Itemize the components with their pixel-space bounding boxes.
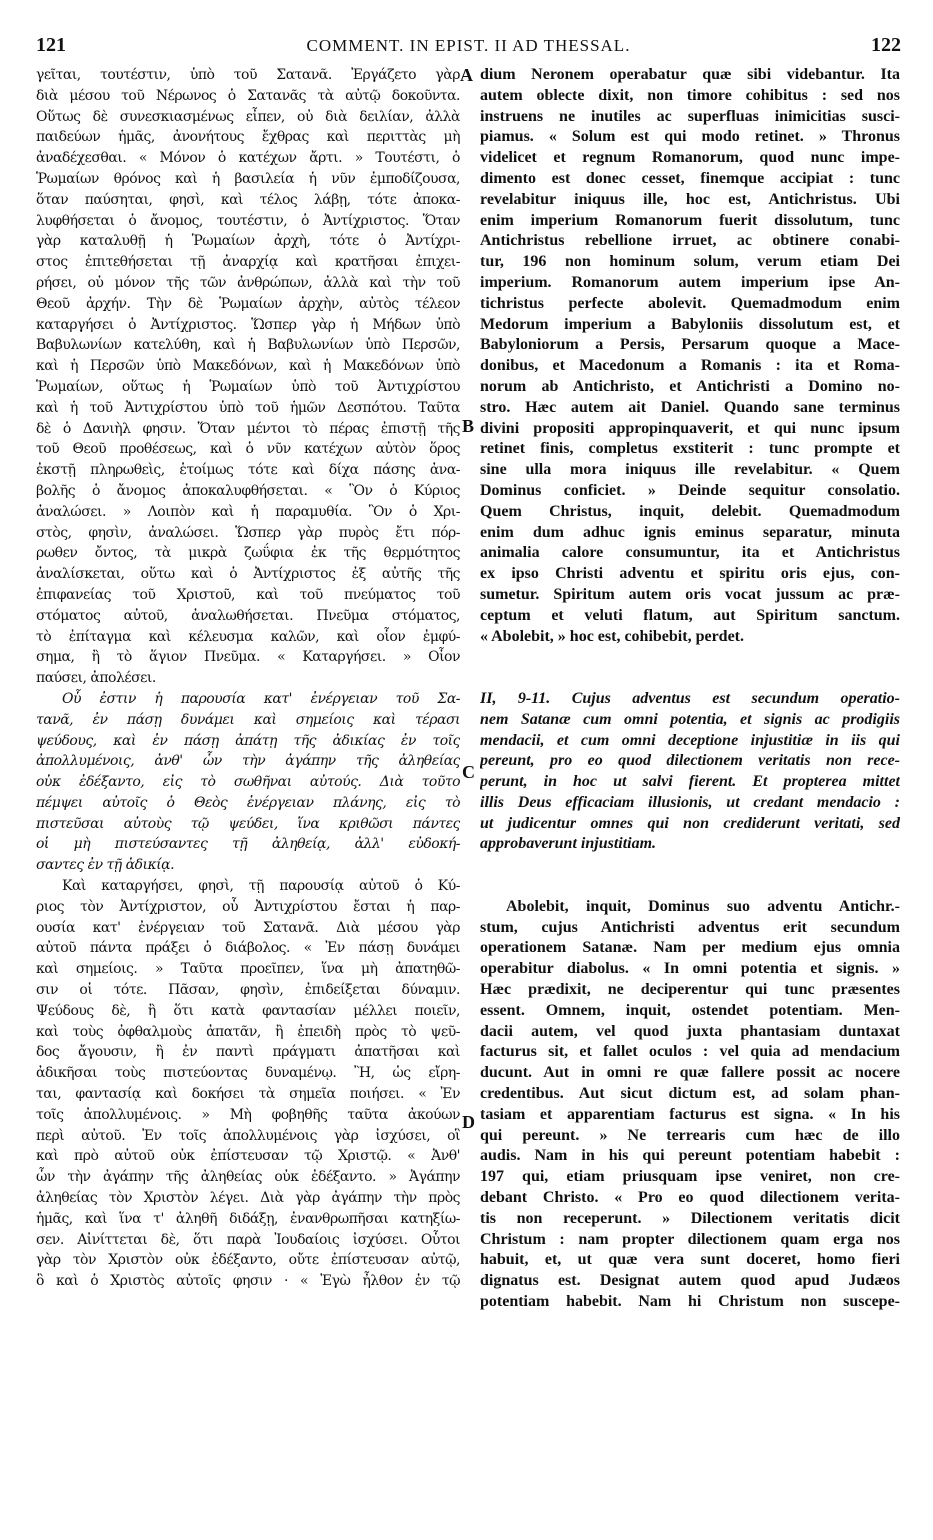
greek-text-line: γὰρ τὸν Χριστὸν οὐκ ἐδέξαντο, οὔτε ἐπίστευσαν αὐτῷ, — [36, 1252, 460, 1269]
latin-text-line: retinet finis, completus exstiterit : tunc prompte et — [480, 440, 900, 458]
greek-text-line: παύσει, ἀπολέσει. — [36, 670, 156, 687]
latin-text-line: sumetur. Spiritum autem oris vocat jussum ac præ- — [480, 585, 900, 603]
greek-text-line: ρωθεν ὄντος, τὰ μικρὰ ζωΰφια ἐκ τῆς θερμότητος — [36, 545, 460, 562]
greek-text-line: Καὶ καταργήσει, φησὶ, τῇ παρουσίᾳ αὐτοῦ ὁ Κύ- — [62, 878, 460, 895]
running-title: COMMENT. IN EPIST. II AD THESSAL. — [306, 36, 631, 55]
latin-text-line: essent. Omnem, inquit, ostendet potentiam. Men- — [480, 1001, 900, 1019]
latin-text-line: Dominus conficiet. » Deinde sequitur consolatio. — [480, 481, 900, 499]
latin-text-line: Babyloniorum a Persis, Persarum quoque a Mace- — [480, 336, 900, 354]
greek-text-line: σαντες ἐν τῇ ἀδικίᾳ. — [36, 857, 175, 874]
latin-text-line: revelabitur iniquus ille, hoc est, Antichristus. Ubi — [480, 190, 900, 208]
latin-text-line: Hæc prædixit, ne deciperentur qui tunc præsentes — [480, 981, 900, 999]
latin-text-line: piamus. « Solum est qui modo retinet. » Thronus — [480, 128, 900, 146]
margin-letter-d: D — [462, 1112, 475, 1132]
latin-text-line: Abolebit, inquit, Dominus suo adventu Antichr.- — [506, 897, 900, 915]
margin-letter-c: C — [462, 762, 475, 782]
greek-text-line: γὰρ καταλυθῇ ἡ Ῥωμαίων ἀρχὴ, τότε ὁ Ἀντίχρι- — [36, 233, 460, 250]
latin-text-line: 197 qui, etiam priusquam ipse veniret, non cre- — [480, 1168, 900, 1186]
greek-text-line: ἀδικῆσαι τοὺς πιστεύοντας δυναμένῳ. Ἢ, ὡς εἴρη- — [36, 1065, 460, 1082]
latin-text-line: habuit, et, ut quæ vera sunt doceret, homo fieri — [480, 1251, 900, 1269]
latin-text-line: stro. Hæc autem ait Daniel. Quando sane terminus — [480, 398, 900, 416]
greek-text-line: ἐπιφανείας τοῦ Χριστοῦ, καὶ τοῦ πνεύματος τοῦ — [36, 586, 460, 603]
latin-text-line: sine ulla mora iniquus ille revelabitur. « Quem — [480, 461, 900, 479]
margin-letter-a: A — [460, 65, 473, 85]
greek-text-line: ἀναλίσκεται, οὕτω καὶ ὁ Ἀντίχριστος ἐξ αὐτῆς τῆς — [36, 566, 460, 583]
greek-text-line: δὲ ὁ Δανιὴλ φησιν. Ὅταν μέντοι τὸ πέρας ἐπιστῇ τῆς — [36, 420, 460, 437]
greek-text-line: Θεοῦ ἀρχήν. Τὴν δὲ Ῥωμαίων ἀρχὴν, αὐτὸς τέλεον — [36, 295, 460, 312]
greek-text-line: ἀπολλυμένοις, ἀνθ' ὧν τὴν ἀγάπην τῆς ἀληθείας — [36, 753, 460, 770]
greek-text-line: δος ἄγουσιν, ἢ ἐν παντὶ πράγματι ἀπατῆσαι καὶ — [36, 1044, 460, 1061]
greek-text-column — [36, 65, 460, 1292]
greek-text-line: ριος τὸν Ἀντίχριστον, οὗ Ἀντιχρίστου ἔσται ἡ παρ- — [36, 898, 460, 915]
latin-text-line: pereunt, pro eo quod dilectionem veritatis non rece- — [480, 752, 900, 770]
greek-text-line: στος ἐπιτεθήσεται τῇ ἀναρχίᾳ καὶ κρατῆσαι ἐπιχει- — [36, 254, 460, 271]
greek-text-line: πιστεῦσαι αὐτοὺς τῷ ψεύδει, ἵνα κριθῶσι πάντες — [36, 815, 460, 832]
greek-text-line: στὸς, φησὶν, ἀναλώσει. Ὥσπερ γὰρ πυρὸς ἔτι πόρ- — [36, 524, 460, 541]
latin-text-line: dium Neronem operabatur quæ sibi videbantur. Ita — [480, 66, 900, 83]
latin-text-line — [480, 647, 900, 668]
greek-text-line: σιν οἱ τότε. Πᾶσαν, φησὶν, ἐπιδείξεται δύναμιν. — [36, 982, 460, 999]
greek-text-line: καὶ πρὸ αὐτοῦ οὐκ ἐπίστευσαν τῷ Χριστῷ. « Ἀνθ' — [36, 1148, 460, 1165]
greek-text-line: καὶ σημείοις. » Ταῦτα προεῖπεν, ἵνα μὴ ἀπατηθῶ- — [36, 961, 460, 978]
greek-text-line: βολῆς ὁ ἄνομος ἀποκαλυφθήσεται. « Ὃν ὁ Κύριος — [36, 482, 460, 499]
greek-text-line: ἀναλώσει. » Λοιπὸν καὶ ἡ παραμυθία. Ὃν ὁ Χρι- — [36, 503, 460, 520]
latin-text-line: dimento est donec cesset, finemque accipiat : tunc — [480, 169, 900, 187]
latin-text-line: qui pereunt. » Ne terrearis cum hæc de illo — [480, 1126, 900, 1144]
latin-text-line: Christum : nam propter dilectionem quam erga nos — [480, 1230, 900, 1248]
greek-text-line: τοῖς ἀπολλυμένοις. » Μὴ φοβηθῆς ταῦτα ἀκούων — [36, 1106, 460, 1123]
greek-text-line: λυφθήσεται ὁ ἄνομος, τουτέστιν, ὁ Ἀντίχριστος. Ὅταν — [36, 212, 460, 229]
greek-text-line: ουσία κατ' ἐνέργειαν τοῦ Σατανᾶ. Διὰ μέσου γὰρ — [36, 919, 460, 936]
latin-text-line: enim imperium Romanorum fuerit dissolutum, tunc — [480, 211, 900, 229]
running-header — [36, 34, 901, 58]
latin-text-line: tis non receperunt. » Dilectionem veritatis dicit — [480, 1209, 900, 1227]
page-number-right: 122 — [871, 34, 901, 56]
latin-text-line: divini propositi appropinquaverit, et qui nunc ipsum — [480, 419, 900, 437]
greek-text-line: σημα, ἢ τὸ ἅγιον Πνεῦμα. « Καταργήσει. » Οἷον — [36, 649, 460, 666]
latin-text-line: tichristus perfecte abolevit. Quemadmodum enim — [480, 294, 900, 312]
latin-text-line: enim dum adhuc ignis eminus separatur, minuta — [480, 523, 900, 541]
latin-text-line: II, 9-11. Cujus adventus est secundum operatio- — [480, 689, 900, 707]
greek-text-line: Ῥωμαίων, οὕτως ἡ Ῥωμαίων ὑπὸ τοῦ Ἀντιχρίστου — [36, 378, 460, 395]
greek-text-line: ἀναδέχεσθαι. « Μόνον ὁ κατέχων ἄρτι. » Τουτέστι, ὁ — [36, 150, 460, 167]
greek-text-line: οὐκ ἐδέξαντο, εἰς τὸ σωθῆναι αὐτούς. Διὰ τοῦτο — [36, 774, 460, 791]
latin-text-line: tur, 196 non hominum solum, verum etiam Dei — [480, 253, 900, 271]
latin-text-line: operabitur diabolus. « In omni potentia et signis. » — [480, 960, 900, 978]
greek-text-line: γεῖται, τουτέστιν, ὑπὸ τοῦ Σατανᾶ. Ἐργάζετο γὰρ — [36, 67, 460, 83]
latin-text-line: norum ab Antichristo, et Antichristi a Domino no- — [480, 377, 900, 395]
greek-text-line: Οὕτως δὲ συνεσκιασμένως εἶπεν, οὐ διὰ δειλίαν, ἀλλὰ — [36, 108, 460, 125]
latin-text-line: dignatus est. Designat autem quod apud Judæos — [480, 1272, 900, 1290]
greek-text-line: ὅταν παύσηται, φησὶ, καὶ τέλος λάβῃ, τότε ἀποκα- — [36, 191, 460, 208]
latin-text-line: Quem Christus, inquit, delebit. Quemadmodum — [480, 502, 900, 520]
greek-text-line: διὰ μέσου τοῦ Νέρωνος ὁ Σατανᾶς τὰ αὐτῷ δοκοῦντα. — [36, 87, 460, 104]
greek-text-line: ἡμᾶς, καὶ ἵνα τ' ἀληθῆ διδάξῃ, ἐνανθρωπῆσαι κατηξίω- — [36, 1210, 460, 1227]
latin-text-line: videlicet et regnum Romanorum, quod nunc impe- — [480, 149, 900, 167]
latin-text-line: « Abolebit, » hoc est, cohibebit, perdet. — [480, 627, 744, 645]
greek-text-line: σεν. Αἰνίττεται δὲ, ὅτι παρὰ Ἰουδαίοις ἰσχύσει. Οὗτοι — [36, 1231, 460, 1248]
latin-text-line: stum, cujus Antichristi adventus erit secundum — [480, 918, 900, 936]
latin-text-line: audis. Nam in his qui pereunt potentiam habebit : — [480, 1147, 900, 1165]
latin-text-line: dacii autem, vel quod juxta phantasiam duntaxat — [480, 1022, 900, 1040]
greek-text-line: Βαβυλωνίων κατελύθη, καὶ ἡ Βαβυλωνίων ὑπὸ Περσῶν, — [36, 337, 460, 354]
greek-text-line: ἀληθείας τὸν Χριστὸν λέγει. Διὰ γὰρ ἀγάπην τὴν πρὸς — [36, 1190, 460, 1207]
latin-text-line — [480, 668, 900, 689]
latin-text-line: operationem Satanæ. Nam per medium ejus omnia — [480, 939, 900, 957]
latin-text-line: Medorum imperium a Babyloniis dissolutum est, et — [480, 315, 900, 333]
greek-text-line: καὶ ἡ Περσῶν ὑπὸ Μακεδόνων, καὶ ἡ Μακεδόνων ὑπὸ — [36, 358, 460, 375]
greek-text-line: ψεύδους, καὶ ἐν πάσῃ ἀπάτῃ τῆς ἀδικίας ἐν τοῖς — [36, 732, 460, 749]
latin-text-column — [480, 65, 900, 1313]
greek-text-line: ται, φαντασίᾳ καὶ δοκήσει τὰ σημεῖα ποιήσει. « Ἐν — [36, 1086, 460, 1103]
greek-text-line: καταργήσει ὁ Ἀντίχριστος. Ὥσπερ γὰρ ἡ Μήδων ὑπὸ — [36, 316, 460, 333]
latin-text-line: animalia calore consumuntur, ita et Antichristus — [480, 544, 900, 562]
greek-text-line: περὶ αὐτοῦ. Ἐν τοῖς ἀπολλυμένοις γὰρ ἰσχύσει, οἳ — [36, 1127, 460, 1144]
latin-text-line: instruens ne inutiles ac superfluas inimicitias susci- — [480, 107, 900, 125]
greek-text-line: καὶ ἡ τοῦ Ἀντιχρίστου ὑπὸ τοῦ ἡμῶν Δεσπότου. Ταῦτα — [36, 399, 460, 416]
latin-text-line: ducunt. Aut in omni re quæ fallere possit ac nocere — [480, 1064, 900, 1082]
latin-text-line — [480, 855, 900, 876]
greek-text-line: τανᾶ, ἐν πάσῃ δυνάμει καὶ σημείοις καὶ τέρασι — [36, 711, 460, 728]
latin-text-line: ex ipso Christi adventu et spiritu oris ejus, con- — [480, 565, 900, 583]
page-number-left: 121 — [36, 34, 66, 56]
latin-text-line: mendacii, et cum omni deceptione injustitiæ in iis qui — [480, 731, 900, 749]
latin-text-line: donibus, et Macedonum a Romanis : ita et Roma- — [480, 357, 900, 375]
greek-text-line: ὃ καὶ ὁ Χριστὸς αὐτοῖς φησιν · « Ἐγὼ ἦλθον ἐν τῷ — [36, 1273, 460, 1290]
greek-text-line: τοῦ Θεοῦ προθέσεως, καὶ ὁ νῦν κατέχων αὐτὸν ὅρος — [36, 441, 460, 458]
latin-text-line: facturus sit, et fallet oculos : vel quia ad mendacium — [480, 1043, 900, 1061]
latin-text-line: approbaverunt injustitiam. — [480, 835, 657, 853]
greek-text-line: τὸ ἐπίταγμα καὶ κέλευσμα καλῶν, καὶ οἷον ἐμφύ- — [36, 628, 460, 645]
latin-text-line: potentiam habebit. Nam hi Christum non suscepe- — [480, 1293, 900, 1311]
latin-text-line: autem oblecte dixit, non timore cohibitus : sed nos — [480, 86, 900, 104]
latin-text-line: perunt, in hoc ut salvi fierent. Et propterea mittet — [480, 773, 900, 791]
greek-text-line: Οὗ ἐστιν ἡ παρουσία κατ' ἐνέργειαν τοῦ Σα- — [62, 690, 460, 707]
latin-text-line: Antichristus rebellione irruet, ac obtinere conabi- — [480, 232, 900, 250]
greek-text-line: Ψεύδους δὲ, ἢ ὅτι κατὰ φαντασίαν μέλλει ποιεῖν, — [36, 1002, 460, 1019]
greek-text-line: καὶ τοὺς ὀφθαλμοὺς ἀπατᾶν, ἢ ἐπειδὴ πρὸς τὸ ψεῦ- — [36, 1023, 460, 1040]
margin-letter-b: B — [462, 416, 475, 436]
latin-text-line: imperium. Romanorum autem imperium ipse An- — [480, 273, 900, 291]
greek-text-line: αὐτοῦ πάντα πράξει ὁ διάβολος. « Ἐν πάσῃ δυνάμει — [36, 940, 460, 957]
greek-text-line: παιδεύων ἡμᾶς, ἀνονήτους ἔχθρας καὶ περιττὰς μὴ — [36, 129, 460, 146]
latin-text-line — [480, 876, 900, 897]
latin-text-line: debant Christo. « Pro eo quod dilectionem verita- — [480, 1189, 900, 1207]
greek-text-line: οἱ μὴ πιστεύσαντες τῇ ἀληθείᾳ, ἀλλ' εὐδοκή- — [36, 836, 460, 853]
greek-text-line: ὧν τὴν ἀγάπην τῆς ἀληθείας οὐκ ἐδέξαντο. » Ἀγάπην — [36, 1169, 460, 1186]
greek-text-line: στόματος αὐτοῦ, ἀναλωθήσεται. Πνεῦμα στόματος, — [36, 607, 460, 624]
greek-text-line: Ῥωμαίων θρόνος καὶ ἡ βασιλεία ἡ νῦν ἐμποδίζουσα, — [36, 170, 460, 187]
greek-text-line: πέμψει αὐτοῖς ὁ Θεὸς ἐνέργειαν πλάνης, εἰς τὸ — [36, 794, 460, 811]
greek-text-line: ἐκστῇ πληρωθεὶς, ἑτοίμως τότε καὶ δίχα πάσης ἀνα- — [36, 462, 460, 479]
latin-text-line: ut judicentur omnes qui non crediderunt veritati, sed — [480, 814, 900, 832]
latin-text-line: tasiam et apparentiam facturus est signa. « In his — [480, 1105, 900, 1123]
latin-text-line: credentibus. Aut sicut dictum est, ad solam phan- — [480, 1085, 900, 1103]
latin-text-line: nem Satanæ cum omni potentia, et signis ac prodigiis — [480, 710, 900, 728]
latin-text-line: ceptum et veluti flatum, aut Spiritum sanctum. — [480, 606, 900, 624]
latin-text-line: illis Deus efficaciam illusionis, ut credant mendacio : — [480, 793, 900, 811]
greek-text-line: ρήσει, οὐ μόνον τῆς τῶν ἀνθρώπων, ἀλλὰ καὶ τὴν τοῦ — [36, 274, 460, 291]
